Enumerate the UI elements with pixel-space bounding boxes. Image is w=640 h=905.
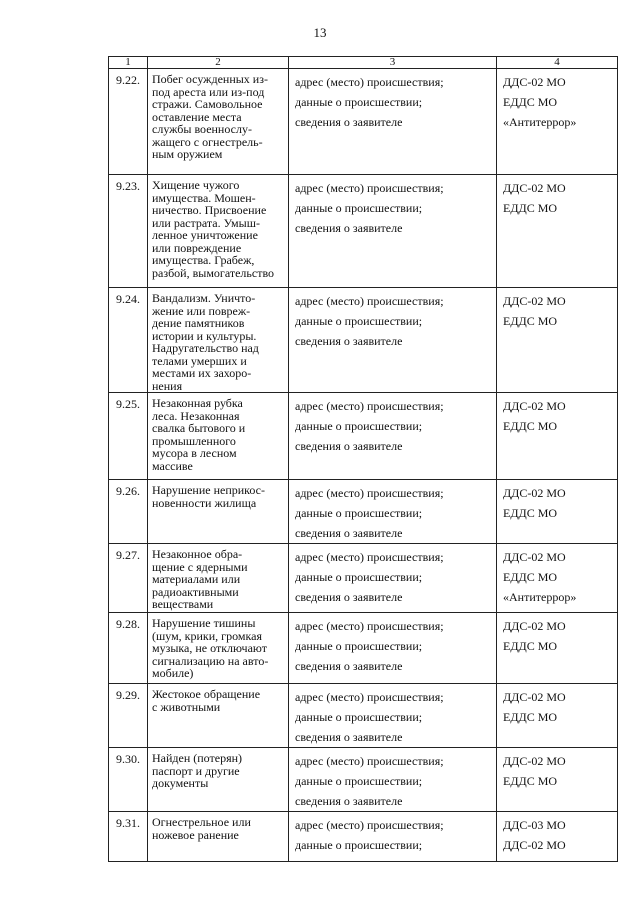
info-line: данные о происшествии;: [295, 314, 423, 328]
responsible-services: [497, 288, 618, 393]
item-number: 9.30.: [109, 748, 148, 812]
service-line: ДДС-02 МО: [503, 754, 566, 768]
table-row: [109, 613, 618, 684]
service-line: ЕДДС МО: [503, 774, 558, 788]
incident-description: [148, 812, 289, 862]
description-line: материалами или: [152, 572, 241, 586]
table-row: [109, 748, 618, 812]
responsible-services: [497, 69, 618, 175]
info-line: сведения о заявителе: [295, 590, 403, 604]
responsible-services: [497, 544, 618, 613]
description-line: мусора в лесном: [152, 446, 237, 460]
description-line: паспорт и другие: [152, 763, 240, 778]
info-line: данные о происшествии;: [295, 774, 423, 788]
description-line: сигнализацию на авто-: [152, 653, 269, 668]
description-line: оставление места: [152, 109, 242, 124]
item-number: 9.22.: [109, 69, 148, 175]
description-line: ным оружием: [152, 147, 223, 161]
info-line: сведения о заявителе: [295, 115, 403, 129]
service-line: ДДС-02 МО: [503, 399, 566, 413]
description-line: документы: [152, 776, 209, 790]
incident-description: [148, 175, 289, 288]
description-line: стражи. Самовольное: [152, 97, 263, 111]
table-row: [109, 544, 618, 613]
service-line: ДДС-02 МО: [503, 75, 566, 89]
info-line: сведения о заявителе: [295, 526, 403, 540]
responsible-services: [497, 480, 618, 544]
page-number: 13: [313, 25, 327, 40]
description-line: Хищение чужого: [152, 178, 240, 192]
required-info: [289, 69, 497, 175]
description-line: Надругательство над: [152, 341, 259, 355]
info-line: адрес (место) происшествия;: [295, 619, 444, 633]
service-line: ДДС-02 МО: [503, 619, 566, 633]
responsible-services: [497, 812, 618, 862]
description-line: радиоактивными: [152, 584, 239, 599]
info-line: адрес (место) происшествия;: [295, 399, 444, 413]
description-line: промышленного: [152, 433, 236, 448]
required-info: [289, 544, 497, 613]
info-line: сведения о заявителе: [295, 221, 403, 235]
column-header: 4: [497, 57, 618, 69]
service-line: ЕДДС МО: [503, 314, 558, 328]
incident-description: [148, 684, 289, 748]
description-line: леса. Незаконная: [152, 408, 240, 423]
service-line: ДДС-02 МО: [503, 838, 566, 852]
item-number: 9.25.: [109, 393, 148, 480]
item-number: 9.31.: [109, 812, 148, 862]
description-line: службы военнослу-: [152, 122, 252, 136]
description-line: под ареста или из-под: [152, 84, 265, 99]
required-info: [289, 393, 497, 480]
responsible-services: [497, 393, 618, 480]
responsible-services: [497, 175, 618, 288]
table-row: [109, 393, 618, 480]
description-line: массиве: [152, 458, 193, 473]
description-line: Нарушение неприкос-: [152, 483, 266, 497]
info-line: адрес (место) происшествия;: [295, 486, 444, 500]
required-info: [289, 812, 497, 862]
description-line: Незаконная рубка: [152, 396, 243, 410]
description-line: местами их захоро-: [152, 366, 252, 380]
info-line: сведения о заявителе: [295, 659, 403, 673]
description-line: жение или повреж-: [152, 303, 251, 318]
description-line: Вандализм. Уничто-: [152, 291, 256, 305]
table-row: [109, 288, 618, 393]
info-line: адрес (место) происшествия;: [295, 818, 444, 832]
info-line: адрес (место) происшествия;: [295, 550, 444, 564]
description-line: (шум, крики, громкая: [152, 628, 262, 643]
description-line: щение с ядерными: [152, 559, 248, 574]
item-number: 9.24.: [109, 288, 148, 393]
incident-table: [108, 56, 618, 862]
description-line: дение памятников: [152, 316, 245, 330]
column-header: 1: [109, 57, 148, 69]
incident-description: [148, 613, 289, 684]
incident-description: [148, 288, 289, 393]
table-row: [109, 684, 618, 748]
info-line: данные о происшествии;: [295, 419, 423, 433]
info-line: сведения о заявителе: [295, 439, 403, 453]
column-header: 2: [148, 57, 289, 69]
service-line: ЕДДС МО: [503, 639, 558, 653]
description-line: истории и культуры.: [152, 328, 257, 343]
info-line: сведения о заявителе: [295, 334, 403, 348]
info-line: данные о происшествии;: [295, 95, 423, 109]
description-line: Огнестрельное или: [152, 815, 251, 829]
service-line: ДДС-02 МО: [503, 486, 566, 500]
description-line: новенности жилища: [152, 495, 257, 510]
description-line: ничество. Присвоение: [152, 203, 267, 217]
item-number: 9.28.: [109, 613, 148, 684]
column-header: 3: [289, 57, 497, 69]
item-number: 9.26.: [109, 480, 148, 544]
description-line: или растрата. Умыш-: [152, 215, 260, 230]
required-info: [289, 684, 497, 748]
required-info: [289, 480, 497, 544]
description-line: веществами: [152, 597, 214, 611]
info-line: сведения о заявителе: [295, 794, 403, 808]
responsible-services: [497, 748, 618, 812]
description-line: Побег осужденных из-: [152, 72, 268, 86]
info-line: данные о происшествии;: [295, 506, 423, 520]
info-line: адрес (место) происшествия;: [295, 75, 444, 89]
header-row: [109, 57, 618, 69]
info-line: данные о происшествии;: [295, 570, 423, 584]
table-row: [109, 480, 618, 544]
incident-description: [148, 544, 289, 613]
info-line: данные о происшествии;: [295, 710, 423, 724]
description-line: Нарушение тишины: [152, 616, 256, 630]
info-line: данные о происшествии;: [295, 639, 423, 653]
info-line: данные о происшествии;: [295, 838, 423, 852]
description-line: музыка, не отключают: [152, 641, 267, 655]
description-line: телами умерших и: [152, 353, 247, 368]
description-line: жащего с огнестрель-: [152, 134, 263, 149]
description-line: ленное уничтожение: [152, 228, 258, 242]
responsible-services: [497, 684, 618, 748]
description-line: разбой, вымогательство: [152, 265, 275, 280]
service-line: ЕДДС МО: [503, 419, 558, 433]
required-info: [289, 288, 497, 393]
item-number: 9.23.: [109, 175, 148, 288]
service-line: «Антитеррор»: [503, 590, 577, 604]
info-line: адрес (место) происшествия;: [295, 754, 444, 768]
required-info: [289, 613, 497, 684]
info-line: данные о происшествии;: [295, 201, 423, 215]
service-line: ДДС-02 МО: [503, 550, 566, 564]
responsible-services: [497, 613, 618, 684]
description-line: имущества. Грабеж,: [152, 253, 255, 267]
service-line: ДДС-03 МО: [503, 818, 566, 832]
incident-description: [148, 393, 289, 480]
incident-description: [148, 480, 289, 544]
service-line: ЕДДС МО: [503, 570, 558, 584]
description-line: имущества. Мошен-: [152, 190, 256, 205]
service-line: ЕДДС МО: [503, 95, 558, 109]
required-info: [289, 748, 497, 812]
incident-description: [148, 69, 289, 175]
service-line: ЕДДС МО: [503, 506, 558, 520]
description-line: Незаконное обра-: [152, 547, 243, 561]
description-line: Жестокое обращение: [152, 687, 261, 701]
table-row: [109, 812, 618, 862]
description-line: мобиле): [152, 666, 194, 680]
table-row: [109, 69, 618, 175]
service-line: ЕДДС МО: [503, 201, 558, 215]
incident-description: [148, 748, 289, 812]
service-line: ДДС-02 МО: [503, 690, 566, 704]
info-line: сведения о заявителе: [295, 730, 403, 744]
description-line: ножевое ранение: [152, 827, 239, 842]
info-line: адрес (место) происшествия;: [295, 690, 444, 704]
required-info: [289, 175, 497, 288]
service-line: ЕДДС МО: [503, 710, 558, 724]
service-line: ДДС-02 МО: [503, 294, 566, 308]
service-line: «Антитеррор»: [503, 115, 577, 129]
description-line: или повреждение: [152, 240, 242, 255]
description-line: с животными: [152, 699, 221, 714]
service-line: ДДС-02 МО: [503, 181, 566, 195]
table-row: [109, 175, 618, 288]
info-line: адрес (место) происшествия;: [295, 294, 444, 308]
description-line: свалка бытового и: [152, 421, 246, 435]
description-line: Найден (потерян): [152, 751, 243, 765]
description-line: нения: [152, 378, 183, 393]
item-number: 9.29.: [109, 684, 148, 748]
info-line: адрес (место) происшествия;: [295, 181, 444, 195]
item-number: 9.27.: [109, 544, 148, 613]
